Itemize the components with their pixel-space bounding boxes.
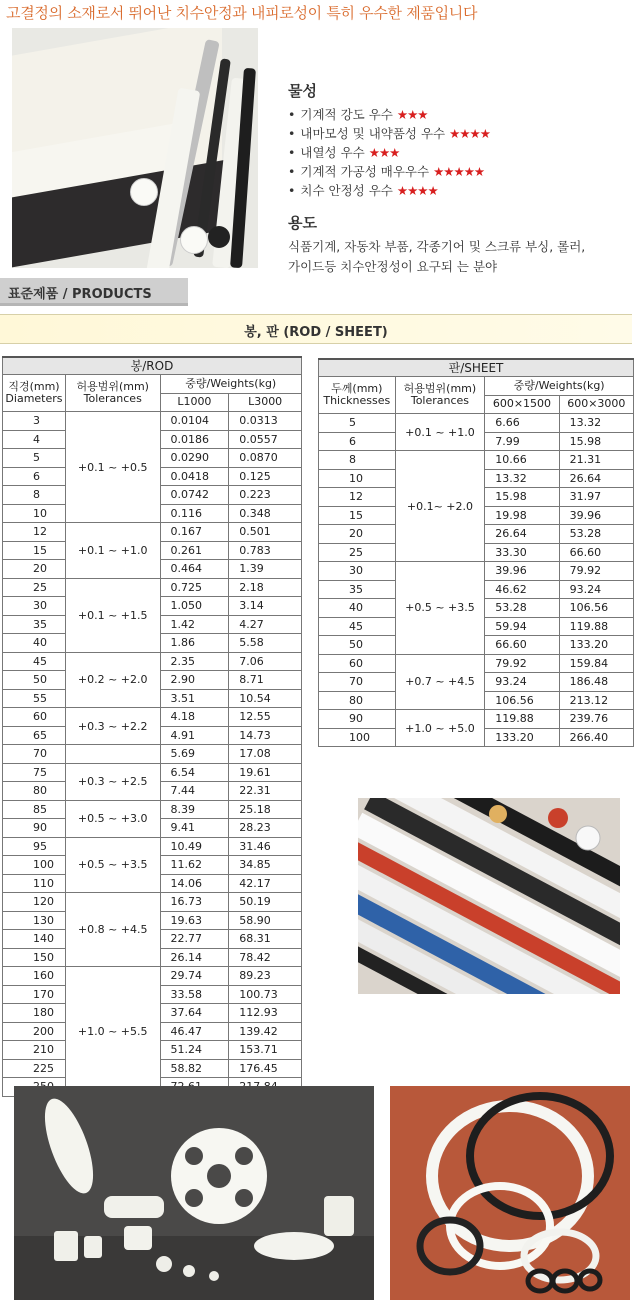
rod-weight-cell: 51.24 (160, 1041, 229, 1060)
rod-size-cell: 65 (3, 726, 66, 745)
rod-col-weight: 중량/Weights(kg) (160, 375, 302, 394)
rod-table-body (3, 412, 302, 1097)
rod-weight-cell: 33.58 (160, 985, 229, 1004)
rod-table-row (3, 652, 302, 671)
sheet-col-thickness: 두께(mm) Thicknesses (319, 377, 396, 414)
rod-tolerance-cell: +0.3 ~ +2.2 (65, 708, 160, 745)
rod-weight-cell: 14.06 (160, 874, 229, 893)
sheet-weight-cell: 15.98 (485, 488, 559, 507)
rod-weight-cell: 0.0557 (229, 430, 302, 449)
sheet-tolerance-cell: +0.1~ +2.0 (395, 451, 485, 562)
sheet-tolerance-cell: +0.5 ~ +3.5 (395, 562, 485, 655)
rod-table-row (3, 800, 302, 819)
sheet-size-cell: 40 (319, 599, 396, 618)
rod-size-cell: 70 (3, 745, 66, 764)
rod-weight-cell: 25.18 (229, 800, 302, 819)
rod-weight-cell: 0.0186 (160, 430, 229, 449)
rod-weight-cell: 4.27 (229, 615, 302, 634)
rod-col-diameter: 직경(mm) Diameters (3, 375, 66, 412)
rod-weight-cell: 0.464 (160, 560, 229, 579)
section-label: 표준제품 / PRODUCTS (8, 287, 152, 302)
rod-size-cell: 85 (3, 800, 66, 819)
rod-weight-cell: 0.0290 (160, 449, 229, 468)
sheet-col-tolerance: 허용범위(mm) Tolerances (395, 377, 485, 414)
sheet-weight-cell: 59.94 (485, 617, 559, 636)
rod-weight-cell: 0.116 (160, 504, 229, 523)
properties-panel (288, 80, 628, 277)
rod-col-tolerance: 허용범위(mm) Tolerances (65, 375, 160, 412)
sheet-weight-cell: 79.92 (559, 562, 633, 581)
sheet-weight-cell: 66.60 (485, 636, 559, 655)
sheet-weight-cell: 7.99 (485, 432, 559, 451)
sheet-weight-cell: 26.64 (485, 525, 559, 544)
rod-weight-cell: 139.42 (229, 1022, 302, 1041)
rod-size-cell: 170 (3, 985, 66, 1004)
rod-size-cell: 55 (3, 689, 66, 708)
rod-weight-cell: 1.42 (160, 615, 229, 634)
sheet-size-cell: 50 (319, 636, 396, 655)
rod-size-cell: 25 (3, 578, 66, 597)
sheet-weight-cell: 21.31 (559, 451, 633, 470)
rod-size-cell: 3 (3, 412, 66, 431)
rod-table-row (3, 967, 302, 986)
sheet-size-cell: 8 (319, 451, 396, 470)
product-photo-plates-rods (12, 28, 258, 268)
sheet-table-body (319, 414, 634, 747)
sheet-size-cell: 80 (319, 691, 396, 710)
rod-weight-cell: 5.58 (229, 634, 302, 653)
rod-spec-table (2, 356, 302, 1097)
rod-tolerance-cell: +0.1 ~ +1.5 (65, 578, 160, 652)
sheet-size-cell: 10 (319, 469, 396, 488)
rod-weight-cell: 19.63 (160, 911, 229, 930)
rod-col-l3000: L3000 (229, 393, 302, 412)
rod-table-row (3, 523, 302, 542)
rod-tolerance-cell: +0.3 ~ +2.5 (65, 763, 160, 800)
sheet-size-cell: 100 (319, 728, 396, 747)
rod-size-cell: 40 (3, 634, 66, 653)
sheet-size-cell: 12 (319, 488, 396, 507)
rod-size-cell: 30 (3, 597, 66, 616)
rod-weight-cell: 14.73 (229, 726, 302, 745)
rod-size-cell: 180 (3, 1004, 66, 1023)
sheet-weight-cell: 106.56 (485, 691, 559, 710)
sheet-weight-cell: 213.12 (559, 691, 633, 710)
rod-weight-cell: 0.783 (229, 541, 302, 560)
sheet-weight-cell: 79.92 (485, 654, 559, 673)
rod-size-cell: 160 (3, 967, 66, 986)
rod-size-cell: 35 (3, 615, 66, 634)
rating-stars: ★★★ (368, 145, 400, 160)
rod-weight-cell: 1.86 (160, 634, 229, 653)
rod-size-cell: 20 (3, 560, 66, 579)
rod-size-cell: 95 (3, 837, 66, 856)
sheet-weight-cell: 239.76 (559, 710, 633, 729)
rod-weight-cell: 0.348 (229, 504, 302, 523)
sheet-size-cell: 20 (319, 525, 396, 544)
rod-weight-cell: 78.42 (229, 948, 302, 967)
usage-text: 식품기계, 자동차 부품, 각종기어 및 스크류 부싱, 롤러, 가이드등 치수안정성이 요구되 는 분야 (288, 239, 586, 274)
rod-weight-cell: 28.23 (229, 819, 302, 838)
rod-weight-cell: 1.050 (160, 597, 229, 616)
rod-tolerance-cell: +1.0 ~ +5.5 (65, 967, 160, 1097)
rod-weight-cell: 5.69 (160, 745, 229, 764)
rod-size-cell: 90 (3, 819, 66, 838)
product-photo-machined-parts (14, 1086, 374, 1300)
rod-weight-cell: 10.49 (160, 837, 229, 856)
rod-tolerance-cell: +0.8 ~ +4.5 (65, 893, 160, 967)
product-photo-colored-rods (358, 798, 620, 994)
sheet-table-row (319, 710, 634, 729)
sheet-col-weight: 중량/Weights(kg) (485, 377, 634, 396)
rod-table-row (3, 745, 302, 764)
sheet-weight-cell: 119.88 (485, 710, 559, 729)
rod-caption: 봉/ROD (3, 357, 302, 375)
rod-size-cell: 45 (3, 652, 66, 671)
sheet-weight-cell: 93.24 (485, 673, 559, 692)
product-photo-rings-seals (390, 1086, 630, 1300)
sheet-weight-cell: 15.98 (559, 432, 633, 451)
property-item: • 내마모성 및 내약품성 우수 ★★★★ (288, 126, 490, 141)
section-header (0, 278, 188, 306)
rod-size-cell: 75 (3, 763, 66, 782)
rating-stars: ★★★★★ (433, 164, 485, 179)
rod-weight-cell: 46.47 (160, 1022, 229, 1041)
rod-weight-cell: 0.167 (160, 523, 229, 542)
rod-size-cell: 200 (3, 1022, 66, 1041)
sheet-tolerance-cell: +0.1 ~ +1.0 (395, 414, 485, 451)
rod-table-row (3, 708, 302, 727)
rod-weight-cell: 0.261 (160, 541, 229, 560)
sheet-size-cell: 35 (319, 580, 396, 599)
sheet-weight-cell: 10.66 (485, 451, 559, 470)
rod-weight-cell: 6.54 (160, 763, 229, 782)
rod-weight-cell: 4.18 (160, 708, 229, 727)
rod-weight-cell: 153.71 (229, 1041, 302, 1060)
rod-size-cell: 60 (3, 708, 66, 727)
rod-weight-cell: 0.0870 (229, 449, 302, 468)
rod-table-row (3, 763, 302, 782)
rod-table-row (3, 893, 302, 912)
rod-size-cell: 100 (3, 856, 66, 875)
rod-weight-cell: 176.45 (229, 1059, 302, 1078)
rod-weight-cell: 0.223 (229, 486, 302, 505)
rod-weight-cell: 3.14 (229, 597, 302, 616)
sheet-weight-cell: 39.96 (485, 562, 559, 581)
rod-size-cell: 4 (3, 430, 66, 449)
sheet-weight-cell: 39.96 (559, 506, 633, 525)
rod-weight-cell: 7.44 (160, 782, 229, 801)
sheet-size-cell: 30 (319, 562, 396, 581)
rod-weight-cell: 3.51 (160, 689, 229, 708)
rod-table-row (3, 837, 302, 856)
rod-size-cell: 130 (3, 911, 66, 930)
sheet-weight-cell: 13.32 (485, 469, 559, 488)
rod-size-cell: 50 (3, 671, 66, 690)
rod-weight-cell: 50.19 (229, 893, 302, 912)
rod-tolerance-cell: +0.5 ~ +3.0 (65, 800, 160, 837)
rod-weight-cell: 100.73 (229, 985, 302, 1004)
sheet-weight-cell: 186.48 (559, 673, 633, 692)
rod-weight-cell: 12.55 (229, 708, 302, 727)
sheet-tolerance-cell: +0.7 ~ +4.5 (395, 654, 485, 710)
rod-weight-cell: 29.74 (160, 967, 229, 986)
rod-weight-cell: 1.39 (229, 560, 302, 579)
rod-weight-cell: 2.90 (160, 671, 229, 690)
property-item: • 치수 안정성 우수 ★★★★ (288, 183, 438, 198)
rod-tolerance-cell: +0.1 ~ +1.0 (65, 523, 160, 579)
rod-col-l1000: L1000 (160, 393, 229, 412)
rating-stars: ★★★ (396, 107, 428, 122)
rod-weight-cell: 0.0104 (160, 412, 229, 431)
rod-weight-cell: 2.18 (229, 578, 302, 597)
sheet-weight-cell: 13.32 (559, 414, 633, 433)
sheet-weight-cell: 93.24 (559, 580, 633, 599)
rod-weight-cell: 8.71 (229, 671, 302, 690)
sheet-weight-cell: 133.20 (559, 636, 633, 655)
sheet-size-cell: 60 (319, 654, 396, 673)
sheet-weight-cell: 53.28 (559, 525, 633, 544)
rod-weight-cell: 22.31 (229, 782, 302, 801)
rod-weight-cell: 0.0418 (160, 467, 229, 486)
rod-weight-cell: 0.501 (229, 523, 302, 542)
property-item: • 내열성 우수 ★★★ (288, 145, 400, 160)
rod-tolerance-cell: +0.2 ~ +2.0 (65, 652, 160, 708)
rod-size-cell: 120 (3, 893, 66, 912)
rod-weight-cell: 19.61 (229, 763, 302, 782)
sheet-weight-cell: 106.56 (559, 599, 633, 618)
sheet-table-row (319, 654, 634, 673)
rod-table-row (3, 578, 302, 597)
rod-weight-cell: 7.06 (229, 652, 302, 671)
sheet-weight-cell: 33.30 (485, 543, 559, 562)
usage-title: 용도 (288, 214, 317, 232)
sheet-weight-cell: 53.28 (485, 599, 559, 618)
sheet-col-600x3000: 600×3000 (559, 395, 633, 414)
sheet-weight-cell: 159.84 (559, 654, 633, 673)
rod-weight-cell: 68.31 (229, 930, 302, 949)
sheet-col-600x1500: 600×1500 (485, 395, 559, 414)
sheet-size-cell: 5 (319, 414, 396, 433)
sheet-table-row (319, 562, 634, 581)
sheet-size-cell: 25 (319, 543, 396, 562)
rod-size-cell: 10 (3, 504, 66, 523)
rod-tolerance-cell: +0.5 ~ +3.5 (65, 837, 160, 893)
sheet-size-cell: 6 (319, 432, 396, 451)
rod-weight-cell: 0.0742 (160, 486, 229, 505)
rod-weight-cell: 0.125 (229, 467, 302, 486)
rod-weight-cell: 4.91 (160, 726, 229, 745)
rod-size-cell: 110 (3, 874, 66, 893)
sheet-weight-cell: 266.40 (559, 728, 633, 747)
properties-list (288, 105, 628, 200)
rod-size-cell: 8 (3, 486, 66, 505)
rod-tolerance-cell (65, 745, 160, 764)
rod-weight-cell: 37.64 (160, 1004, 229, 1023)
rod-weight-cell: 0.725 (160, 578, 229, 597)
rod-size-cell: 150 (3, 948, 66, 967)
sheet-caption: 판/SHEET (319, 359, 634, 377)
headline: 고결정의 소재로서 뛰어난 치수안정과 내피로성이 특히 우수한 제품입니다 (6, 4, 478, 22)
rod-weight-cell: 112.93 (229, 1004, 302, 1023)
rod-size-cell: 5 (3, 449, 66, 468)
sheet-tolerance-cell: +1.0 ~ +5.0 (395, 710, 485, 747)
sheet-table-row (319, 414, 634, 433)
sheet-weight-cell: 66.60 (559, 543, 633, 562)
table-title: 봉, 판 (ROD / SHEET) (244, 325, 388, 340)
rod-weight-cell: 58.82 (160, 1059, 229, 1078)
sheet-weight-cell: 26.64 (559, 469, 633, 488)
sheet-size-cell: 90 (319, 710, 396, 729)
sheet-spec-table (318, 358, 634, 747)
rod-weight-cell: 58.90 (229, 911, 302, 930)
rod-weight-cell: 42.17 (229, 874, 302, 893)
rod-weight-cell: 16.73 (160, 893, 229, 912)
rod-size-cell: 225 (3, 1059, 66, 1078)
rod-weight-cell: 26.14 (160, 948, 229, 967)
sheet-weight-cell: 46.62 (485, 580, 559, 599)
property-item: • 기계적 강도 우수 ★★★ (288, 107, 428, 122)
rod-weight-cell: 31.46 (229, 837, 302, 856)
sheet-size-cell: 70 (319, 673, 396, 692)
rod-weight-cell: 2.35 (160, 652, 229, 671)
sheet-size-cell: 45 (319, 617, 396, 636)
rod-weight-cell: 11.62 (160, 856, 229, 875)
rod-weight-cell: 89.23 (229, 967, 302, 986)
rod-weight-cell: 10.54 (229, 689, 302, 708)
sheet-size-cell: 15 (319, 506, 396, 525)
rod-weight-cell: 22.77 (160, 930, 229, 949)
rod-size-cell: 15 (3, 541, 66, 560)
property-item: • 기계적 가공성 매우우수 ★★★★★ (288, 164, 485, 179)
table-title-band (0, 314, 632, 344)
rod-size-cell: 80 (3, 782, 66, 801)
rod-tolerance-cell: +0.1 ~ +0.5 (65, 412, 160, 523)
sheet-table-row (319, 451, 634, 470)
rod-weight-cell: 34.85 (229, 856, 302, 875)
rod-size-cell: 210 (3, 1041, 66, 1060)
sheet-weight-cell: 6.66 (485, 414, 559, 433)
rod-size-cell: 140 (3, 930, 66, 949)
rod-size-cell: 6 (3, 467, 66, 486)
rod-weight-cell: 9.41 (160, 819, 229, 838)
rating-stars: ★★★★ (449, 126, 490, 141)
rod-weight-cell: 0.0313 (229, 412, 302, 431)
rating-stars: ★★★★ (396, 183, 438, 198)
properties-title: 물성 (288, 82, 317, 100)
sheet-weight-cell: 133.20 (485, 728, 559, 747)
sheet-weight-cell: 31.97 (559, 488, 633, 507)
rod-weight-cell: 8.39 (160, 800, 229, 819)
sheet-weight-cell: 19.98 (485, 506, 559, 525)
rod-weight-cell: 17.08 (229, 745, 302, 764)
sheet-weight-cell: 119.88 (559, 617, 633, 636)
rod-table-row (3, 412, 302, 431)
rod-size-cell: 12 (3, 523, 66, 542)
